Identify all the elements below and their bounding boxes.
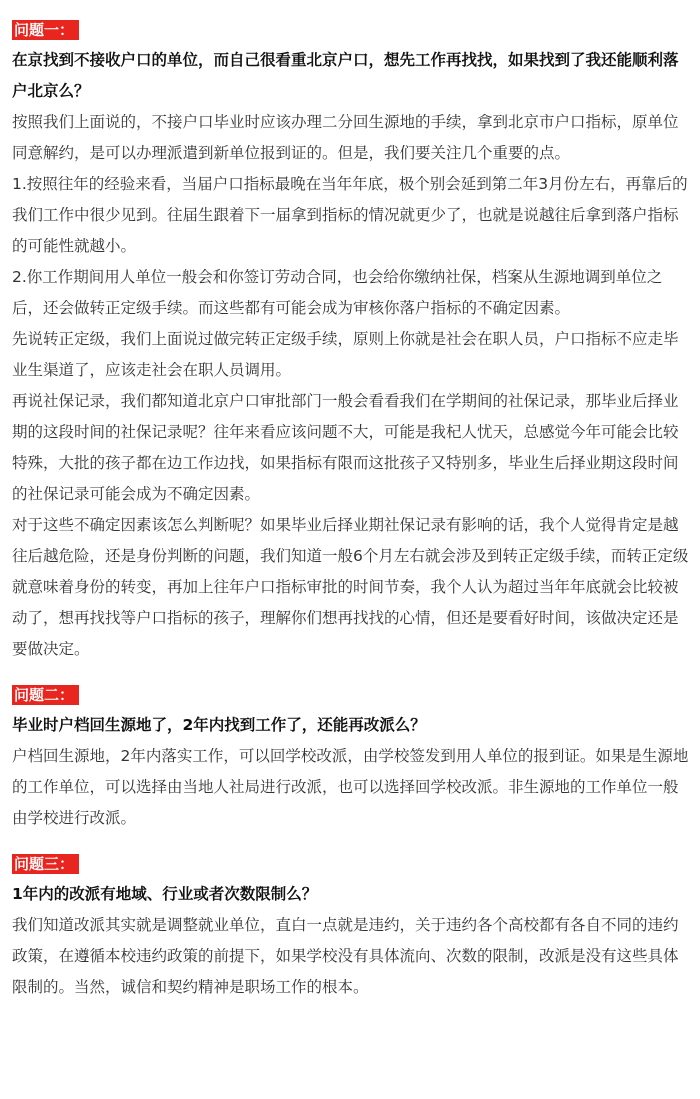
section-q2 [12, 685, 690, 834]
answer-paragraph: 先说转正定级，我们上面说过做完转正定级手续，原则上你就是社会在职人员，户口指标不应走毕业生渠道了，应该走社会在职人员调用。 [12, 330, 679, 379]
answer-paragraph: 我们知道改派其实就是调整就业单位，直白一点就是违约，关于违约各个高校都有各自不同的违约政策，在遵循本校违约政策的前提下，如果学校没有具体流向、次数的限制，改派是没有这些具体限制的。当然，诚信和契约精神是职场工作的根本。 [12, 916, 679, 996]
question-title: 1年内的改派有地域、行业或者次数限制么？ [12, 885, 318, 903]
question-tag: 问题二： [12, 685, 79, 705]
answer-paragraph: 2.你工作期间用人单位一般会和你签订劳动合同，也会给你缴纳社保，档案从生源地调到单位之后，还会做转正定级手续。而这些都有可能会成为审核你落户指标的不确定因素。 [12, 268, 663, 317]
section-q1 [12, 20, 690, 665]
answer-paragraph: 再说社保记录，我们都知道北京户口审批部门一般会看看我们在学期间的社保记录，那毕业后择业期的这段时间的社保记录呢？往年来看应该问题不大，可能是我杞人忧天，总感觉今年可能会比较特殊，大批的孩子都在边工作边找，如果指标有限而这批孩子又特别多，毕业生后择业期这段时间的社保记录可能会成为不确定因素。 [12, 392, 679, 503]
answer-paragraph: 户档回生源地，2年内落实工作，可以回学校改派，由学校签发到用人单位的报到证。如果是生源地的工作单位，可以选择由当地人社局进行改派，也可以选择回学校改派。非生源地的工作单位一般由学校进行改派。 [12, 747, 689, 827]
answer-paragraph: 按照我们上面说的，不接户口毕业时应该办理二分回生源地的手续，拿到北京市户口指标，原单位同意解约，是可以办理派遣到新单位报到证的。但是，我们要关注几个重要的点。 [12, 113, 679, 162]
question-title: 毕业时户档回生源地了，2年内找到工作了，还能再改派么？ [12, 716, 426, 734]
question-tag: 问题一： [12, 20, 79, 40]
answer-paragraph: 对于这些不确定因素该怎么判断呢？如果毕业后择业期社保记录有影响的话，我个人觉得肯定是越往后越危险，还是身份判断的问题，我们知道一般6个月左右就会涉及到转正定级手续，而转正定级就意味着身份的转变，再加上往年户口指标审批的时间节奏，我个人认为超过当年年底就会比较被动了，想再找找等户口指标的孩子，理解你们想再找找的心情，但还是要看好时间，该做决定还是要做决定。 [12, 516, 689, 658]
answer-paragraph: 1.按照往年的经验来看，当届户口指标最晚在当年年底，极个别会延到第二年3月份左右，再靠后的我们工作中很少见到。往届生跟着下一届拿到指标的情况就更少了，也就是说越往后拿到落户指标的可能性就越小。 [12, 175, 688, 255]
section-q3 [12, 854, 690, 1003]
question-tag: 问题三： [12, 854, 79, 874]
question-title: 在京找到不接收户口的单位，而自己很看重北京户口，想先工作再找找，如果找到了我还能顺利落户北京么？ [12, 51, 679, 100]
